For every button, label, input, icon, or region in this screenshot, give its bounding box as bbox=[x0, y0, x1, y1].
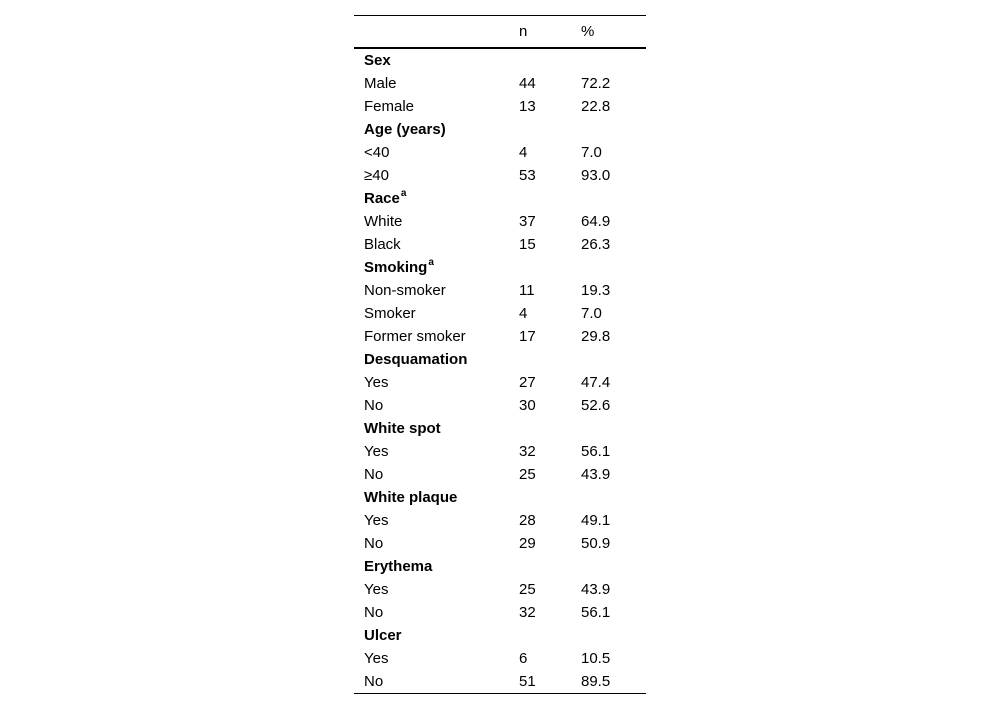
table-row bbox=[354, 164, 646, 187]
table-row bbox=[354, 279, 646, 302]
row-label: Yes bbox=[364, 581, 389, 598]
footnote-marker: a bbox=[428, 257, 434, 268]
percent-cell: 64.9 bbox=[581, 213, 611, 230]
row-label-cell bbox=[354, 670, 519, 694]
row-label-cell bbox=[354, 371, 519, 394]
percent-cell bbox=[581, 624, 646, 647]
percent-cell bbox=[581, 348, 646, 371]
row-label-cell bbox=[354, 302, 519, 325]
data-table bbox=[354, 15, 646, 694]
count-cell: 37 bbox=[519, 213, 536, 230]
group-label-cell bbox=[354, 486, 519, 509]
group-label-cell bbox=[354, 348, 519, 371]
percent-cell: 43.9 bbox=[581, 466, 611, 483]
header-percent-column: % bbox=[581, 23, 595, 40]
table-group-row bbox=[354, 624, 646, 647]
table-row bbox=[354, 72, 646, 95]
count-cell: 13 bbox=[519, 98, 536, 115]
table-group-row bbox=[354, 417, 646, 440]
group-label-cell bbox=[354, 256, 519, 279]
count-cell: 29 bbox=[519, 535, 536, 552]
percent-cell bbox=[581, 486, 646, 509]
table-row bbox=[354, 532, 646, 555]
row-label: Male bbox=[364, 75, 397, 92]
row-label: Former smoker bbox=[364, 328, 466, 345]
table-row bbox=[354, 463, 646, 486]
table-row bbox=[354, 670, 646, 694]
row-label: White bbox=[364, 213, 403, 230]
row-label-cell bbox=[354, 164, 519, 187]
row-label-cell bbox=[354, 279, 519, 302]
row-label: Yes bbox=[364, 512, 389, 529]
count-cell: 27 bbox=[519, 374, 536, 391]
percent-cell: 56.1 bbox=[581, 604, 611, 621]
percent-cell: 26.3 bbox=[581, 236, 611, 253]
percent-cell: 10.5 bbox=[581, 650, 611, 667]
percent-cell: 49.1 bbox=[581, 512, 611, 529]
percent-cell: 50.9 bbox=[581, 535, 611, 552]
table-row bbox=[354, 509, 646, 532]
row-label-cell bbox=[354, 509, 519, 532]
percent-cell bbox=[581, 555, 646, 578]
row-label-cell bbox=[354, 394, 519, 417]
count-cell: 28 bbox=[519, 512, 536, 529]
row-label: Non-smoker bbox=[364, 282, 446, 299]
row-label: Yes bbox=[364, 650, 389, 667]
row-label-cell bbox=[354, 210, 519, 233]
percent-cell: 47.4 bbox=[581, 374, 611, 391]
count-cell bbox=[519, 187, 581, 210]
table-row bbox=[354, 647, 646, 670]
percent-cell bbox=[581, 48, 646, 72]
group-label: Desquamation bbox=[364, 351, 468, 368]
table-row bbox=[354, 95, 646, 118]
percent-cell: 19.3 bbox=[581, 282, 611, 299]
count-cell bbox=[519, 624, 581, 647]
count-cell: 4 bbox=[519, 305, 528, 322]
row-label: Smoker bbox=[364, 305, 416, 322]
table-group-row bbox=[354, 555, 646, 578]
percent-cell: 7.0 bbox=[581, 144, 602, 161]
table-row bbox=[354, 601, 646, 624]
percent-cell: 7.0 bbox=[581, 305, 602, 322]
count-cell bbox=[519, 555, 581, 578]
percent-cell: 72.2 bbox=[581, 75, 611, 92]
row-label-cell bbox=[354, 601, 519, 624]
row-label: Female bbox=[364, 98, 415, 115]
header-label-column bbox=[354, 16, 519, 49]
table-header bbox=[354, 16, 646, 49]
group-label-cell bbox=[354, 417, 519, 440]
percent-cell: 89.5 bbox=[581, 673, 611, 690]
count-cell: 32 bbox=[519, 443, 536, 460]
count-cell: 32 bbox=[519, 604, 536, 621]
row-label-cell bbox=[354, 578, 519, 601]
table-row bbox=[354, 210, 646, 233]
group-label: Ulcer bbox=[364, 627, 402, 644]
count-cell: 25 bbox=[519, 581, 536, 598]
table-row bbox=[354, 233, 646, 256]
table-group-row bbox=[354, 486, 646, 509]
table-row bbox=[354, 302, 646, 325]
count-cell bbox=[519, 256, 581, 279]
group-label: Age (years) bbox=[364, 121, 446, 138]
row-label-cell bbox=[354, 532, 519, 555]
count-cell: 25 bbox=[519, 466, 536, 483]
row-label: No bbox=[364, 535, 384, 552]
header-n-column: n bbox=[519, 23, 528, 40]
count-cell: 15 bbox=[519, 236, 536, 253]
group-label: White plaque bbox=[364, 489, 458, 506]
group-label: Erythema bbox=[364, 558, 433, 575]
table-row bbox=[354, 371, 646, 394]
percent-cell: 93.0 bbox=[581, 167, 611, 184]
percent-cell: 29.8 bbox=[581, 328, 611, 345]
table-row bbox=[354, 578, 646, 601]
table-group-row bbox=[354, 256, 646, 279]
count-cell: 17 bbox=[519, 328, 536, 345]
percent-cell: 22.8 bbox=[581, 98, 611, 115]
table-row bbox=[354, 440, 646, 463]
group-label: White spot bbox=[364, 420, 441, 437]
row-label: Black bbox=[364, 236, 401, 253]
group-label-cell bbox=[354, 118, 519, 141]
table-group-row bbox=[354, 187, 646, 210]
group-label-cell bbox=[354, 48, 519, 72]
count-cell: 4 bbox=[519, 144, 528, 161]
group-label-cell bbox=[354, 624, 519, 647]
count-cell bbox=[519, 486, 581, 509]
table-group-row bbox=[354, 348, 646, 371]
row-label: No bbox=[364, 673, 384, 690]
group-label: Sex bbox=[364, 52, 391, 69]
percent-cell bbox=[581, 256, 646, 279]
header-row bbox=[354, 16, 646, 49]
percent-cell bbox=[581, 187, 646, 210]
percent-cell bbox=[581, 417, 646, 440]
row-label-cell bbox=[354, 95, 519, 118]
row-label-cell bbox=[354, 440, 519, 463]
group-label: Smoking bbox=[364, 259, 428, 276]
count-cell: 30 bbox=[519, 397, 536, 414]
group-label: Race bbox=[364, 190, 400, 207]
percent-cell: 52.6 bbox=[581, 397, 611, 414]
count-cell bbox=[519, 348, 581, 371]
row-label-cell bbox=[354, 141, 519, 164]
row-label: ≥40 bbox=[364, 167, 389, 184]
row-label: Yes bbox=[364, 374, 389, 391]
table-group-row bbox=[354, 118, 646, 141]
table-row bbox=[354, 394, 646, 417]
row-label-cell bbox=[354, 325, 519, 348]
count-cell bbox=[519, 118, 581, 141]
group-label-cell bbox=[354, 187, 519, 210]
table-row bbox=[354, 141, 646, 164]
row-label-cell bbox=[354, 463, 519, 486]
count-cell: 53 bbox=[519, 167, 536, 184]
count-cell: 6 bbox=[519, 650, 528, 667]
percent-cell: 43.9 bbox=[581, 581, 611, 598]
data-table-container bbox=[354, 15, 646, 694]
row-label: No bbox=[364, 604, 384, 621]
count-cell bbox=[519, 417, 581, 440]
percent-cell: 56.1 bbox=[581, 443, 611, 460]
percent-cell bbox=[581, 118, 646, 141]
count-cell: 11 bbox=[519, 282, 535, 299]
footnote-marker: a bbox=[400, 188, 407, 199]
group-label-cell bbox=[354, 555, 519, 578]
row-label: <40 bbox=[364, 144, 390, 161]
count-cell bbox=[519, 48, 581, 72]
row-label-cell bbox=[354, 72, 519, 95]
table-group-row bbox=[354, 48, 646, 72]
table-body bbox=[354, 48, 646, 694]
row-label: No bbox=[364, 466, 384, 483]
row-label: Yes bbox=[364, 443, 389, 460]
row-label-cell bbox=[354, 647, 519, 670]
row-label: No bbox=[364, 397, 384, 414]
table-row bbox=[354, 325, 646, 348]
row-label-cell bbox=[354, 233, 519, 256]
count-cell: 44 bbox=[519, 75, 536, 92]
count-cell: 51 bbox=[519, 673, 536, 690]
